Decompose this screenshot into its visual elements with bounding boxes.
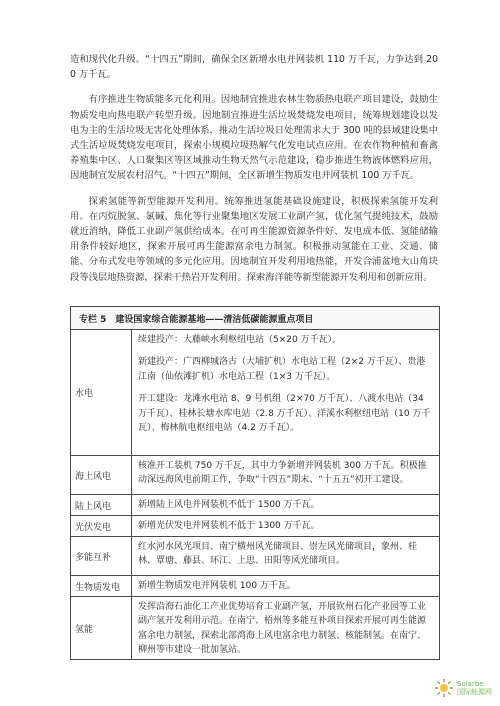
table-title: 专栏 5 建设国家综合能源基地——清洁低碳能源重点项目 [71,307,439,330]
row-category: 光伏发电 [71,516,132,536]
row-category: 水电 [71,330,132,455]
table-row-multi-energy [71,537,439,576]
row-category: 陆上风电 [71,495,132,515]
row-content [132,456,439,494]
row-line: 红水河水风光项目、南宁横州风光储项目、崇左风光储项目，象州、桂林、覃塘、藤县、环江、上思、田阳等风光储项目。 [138,542,418,567]
row-line: 续建投产：大藤峡水利枢纽电站（5×20 万千瓦）。 [138,335,342,345]
row-line: 新建投产：广西柳城洛古（大埔扩机）水电站工程（2×2 万千瓦）、贵港江南（仙依滩扩机）水电站工程（1×3 万千瓦）。 [138,357,426,382]
document-body [70,52,438,285]
row-content [132,537,439,575]
table-row-hydro [71,330,439,456]
row-line: 新增陆上风电并网装机不低于 1500 万千瓦。 [138,500,320,510]
paragraph-hydro-closing: 造和现代化升级。“十四五”期间，确保全区新增水电并网装机 110 万千瓦，力争达到 200 万千瓦。 [70,54,438,81]
row-category: 多能互补 [71,537,132,575]
logo-text [457,680,492,696]
row-content [132,495,439,515]
table-row-solar [71,516,439,537]
row-line: 新增生物质发电并网装机 100 万千瓦。 [138,581,296,591]
table-row-onshore-wind [71,495,439,516]
table-row-offshore-wind [71,456,439,495]
table-row-biomass [71,576,439,597]
paragraph-biomass: 有序推进生物质能多元化利用。因地制宜推进农林生物质热电联产项目建设，鼓励生物质发电向热电联产转型升级。因地制宜推进生活垃圾焚烧发电项目，统筹规划建设以发电为主的生活垃圾无害化处理体系，推动生活垃圾日处理需求大于 300 吨的县域建设集中式生活垃圾焚烧发电项目，探索小规模垃圾热解气化发电试点应用。在农作物种植和畜禽养殖集中区、人口聚集区等区域推动生物天然气示范建设，稳步推进生物液体燃料应用，因地制宜发展农村沼气。“十四五”期间，全区新增生物质发电并网装机 100 万千瓦。 [70,94,438,182]
row-content [132,516,439,536]
row-category: 海上风电 [71,456,132,494]
logo-line-1: Solarbe [457,680,484,688]
paragraph-hydrogen: 探索氢能等新型能源开发利用。统筹推进氢能基础设施建设，积极探索氢能开发利用。在丙烷脱氢、氯碱、焦化等行业聚集地区发展工业副产氢，优化氢气提纯技术，鼓励就近消纳，降低工业副产氢供给成本。在可再生能源资源条件好、发电成本低、氢能储输用条件较好地区，探索开展可再生能源富余电力制氢。积极推动氢能在工业、交通、储能、分布式发电等领域的多元化应用。因地制宜开发利用地热能，开发合浦盆地大山角块段等浅层地热资源，探索干热岩开发利用。探索海洋能等新型能源开发利用和创新应用。 [70,195,438,283]
row-category: 生物质发电 [71,576,132,596]
row-line: 新增光伏发电并网装机不低于 1300 万千瓦。 [138,521,320,531]
table-row-hydrogen [71,597,439,659]
row-line: 发挥沿海石油化工产业优势培育工业副产氢，开展钦州石化产业园等工业副产氢开发利用示范。在南宁、梧州等多能互补项目探索开展可再生能源富余电力制氢，探索北部湾海上风电富余电力制氢、核能制氢。在南宁、柳州等市建设一批加氢站。 [138,602,427,656]
row-content [132,597,439,659]
row-content [132,330,439,455]
project-table [70,306,440,660]
row-category: 氢能 [71,597,132,659]
watermark-logo [434,676,494,700]
row-line: 开工建设：龙滩水电站 8、9 号机组（2×70 万千瓦）、八渡水电站（34 万千瓦）、桂林长塘水库电站（2.8 万千瓦）、洋溪水利枢纽电站（10 万千瓦）、梅林航电枢纽电站（4.2 万千瓦）。 [138,394,431,434]
sun-logo-icon [434,678,454,698]
row-content [132,576,439,596]
logo-line-2: 国际能源网 [457,688,492,696]
row-line: 核准开工装机 750 万千瓦，其中力争新增并网装机 300 万千瓦。积极推动深远海风电前期工作，争取“十四五”期末、“十五五”初开工建设。 [138,461,427,486]
